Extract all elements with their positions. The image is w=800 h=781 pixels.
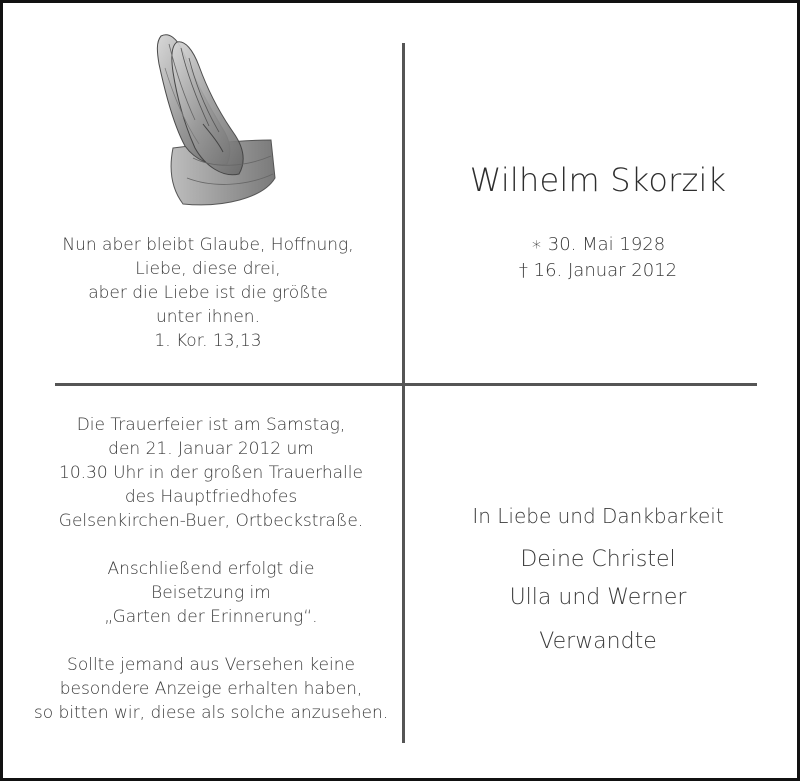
family-member: Deine Christel [520,547,676,572]
burial-line: Beisetzung im [151,583,271,603]
paragraph-gap [23,629,399,653]
paragraph-gap [23,533,399,557]
death-date: † 16. Januar 2012 [518,260,678,281]
verse-reference: 1. Kor. 13,13 [154,331,262,351]
verse-line: aber die Liebe ist die größte [88,283,328,303]
burial-line: „Garten der Erinnerung“. [104,607,318,627]
verse-line: Nun aber bleibt Glaube, Hoffnung, [62,235,354,255]
ceremony-line: des Hauptfriedhofes [124,487,298,507]
notice-line: besondere Anzeige erhalten haben, [59,679,363,699]
ceremony-line: Die Trauerfeier ist am Samstag, [76,415,346,435]
burial-line: Anschließend erfolgt die [107,559,315,579]
family-member: Ulla und Werner [509,585,687,610]
birth-date: ∗ 30. Mai 1928 [530,234,666,255]
bible-verse [33,233,383,353]
family-member: Verwandte [539,629,657,654]
notice-line: Sollte jemand aus Versehen keine [67,655,355,675]
ceremony-line: den 21. Januar 2012 um [108,439,314,459]
family-signature [405,501,791,661]
life-dates [405,232,791,284]
ceremony-info [23,413,399,725]
verse-line: Liebe, diese drei, [135,259,281,279]
notice-line: so bitten wir, diese als solche anzusehen. [33,703,389,723]
verse-line: unter ihnen. [156,307,260,327]
ceremony-line: Gelsenkirchen-Buer, Ortbeckstraße. [58,511,364,531]
praying-hands-icon [143,28,283,213]
deceased-name: Wilhelm Skorzik [469,161,727,199]
ceremony-line: 10.30 Uhr in der großen Trauerhalle [59,463,363,483]
family-intro: In Liebe und Dankbarkeit [472,504,724,528]
horizontal-divider [55,383,757,386]
